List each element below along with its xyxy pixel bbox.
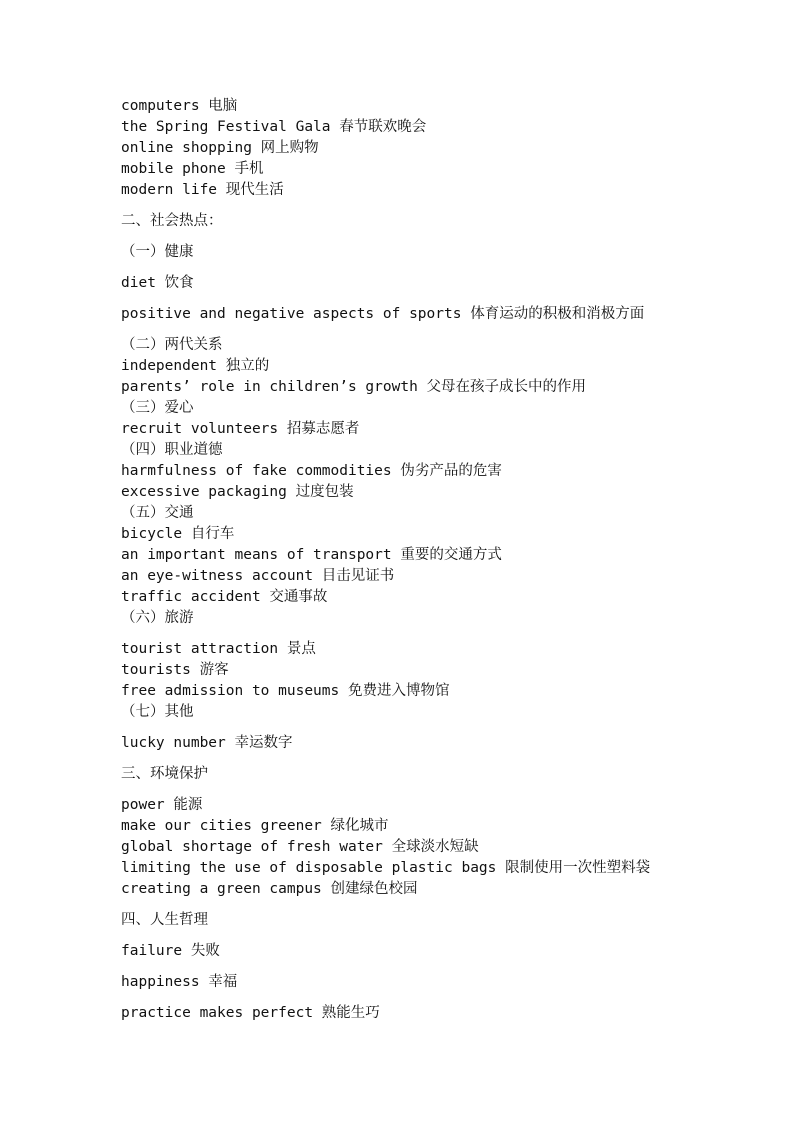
vocab-line: bicycle 自行车 bbox=[121, 526, 235, 542]
vocab-line: creating a green campus 创建绿色校园 bbox=[121, 881, 418, 897]
vocab-line: mobile phone 手机 bbox=[121, 161, 264, 177]
subsection-heading: （四）职业道德 bbox=[121, 442, 223, 458]
vocab-line: diet 饮食 bbox=[121, 275, 194, 291]
vocab-line: practice makes perfect 熟能生巧 bbox=[121, 1005, 380, 1021]
vocab-line: an eye-witness account 目击见证书 bbox=[121, 568, 395, 584]
vocab-line: global shortage of fresh water 全球淡水短缺 bbox=[121, 839, 479, 855]
vocab-line: traffic accident 交通事故 bbox=[121, 589, 328, 605]
vocab-line: independent 独立的 bbox=[121, 358, 270, 374]
section-heading: 三、环境保护 bbox=[121, 766, 208, 782]
vocab-line: online shopping 网上购物 bbox=[121, 140, 319, 156]
document-page bbox=[121, 96, 761, 1024]
subsection-heading: （一）健康 bbox=[121, 244, 194, 260]
vocab-line: parents’ role in children’s growth 父母在孩子成长中的作用 bbox=[121, 379, 587, 395]
vocab-line: modern life 现代生活 bbox=[121, 182, 284, 198]
vocab-line: tourists 游客 bbox=[121, 662, 229, 678]
vocab-line: happiness 幸福 bbox=[121, 974, 238, 990]
vocab-line: failure 失败 bbox=[121, 943, 220, 959]
vocab-line: free admission to museums 免费进入博物馆 bbox=[121, 683, 450, 699]
subsection-heading: （七）其他 bbox=[121, 704, 194, 720]
subsection-heading: （六）旅游 bbox=[121, 610, 194, 626]
vocab-line: excessive packaging 过度包装 bbox=[121, 484, 354, 500]
vocab-line: tourist attraction 景点 bbox=[121, 641, 316, 657]
vocab-line: lucky number 幸运数字 bbox=[121, 735, 293, 751]
subsection-heading: （五）交通 bbox=[121, 505, 194, 521]
vocab-line: recruit volunteers 招募志愿者 bbox=[121, 421, 360, 437]
vocab-line: power 能源 bbox=[121, 797, 203, 813]
vocab-line: an important means of transport 重要的交通方式 bbox=[121, 547, 502, 563]
vocab-line: computers 电脑 bbox=[121, 98, 238, 114]
vocab-line: the Spring Festival Gala 春节联欢晚会 bbox=[121, 119, 427, 135]
vocab-line: positive and negative aspects of sports 体育运动的积极和消极方面 bbox=[121, 306, 645, 322]
vocab-line: make our cities greener 绿化城市 bbox=[121, 818, 389, 834]
section-heading: 四、人生哲理 bbox=[121, 912, 208, 928]
subsection-heading: （二）两代关系 bbox=[121, 337, 223, 353]
vocab-line: harmfulness of fake commodities 伪劣产品的危害 bbox=[121, 463, 502, 479]
subsection-heading: （三）爱心 bbox=[121, 400, 194, 416]
section-heading: 二、社会热点： bbox=[121, 213, 223, 229]
vocab-line: limiting the use of disposable plastic bags 限制使用一次性塑料袋 bbox=[121, 860, 651, 876]
